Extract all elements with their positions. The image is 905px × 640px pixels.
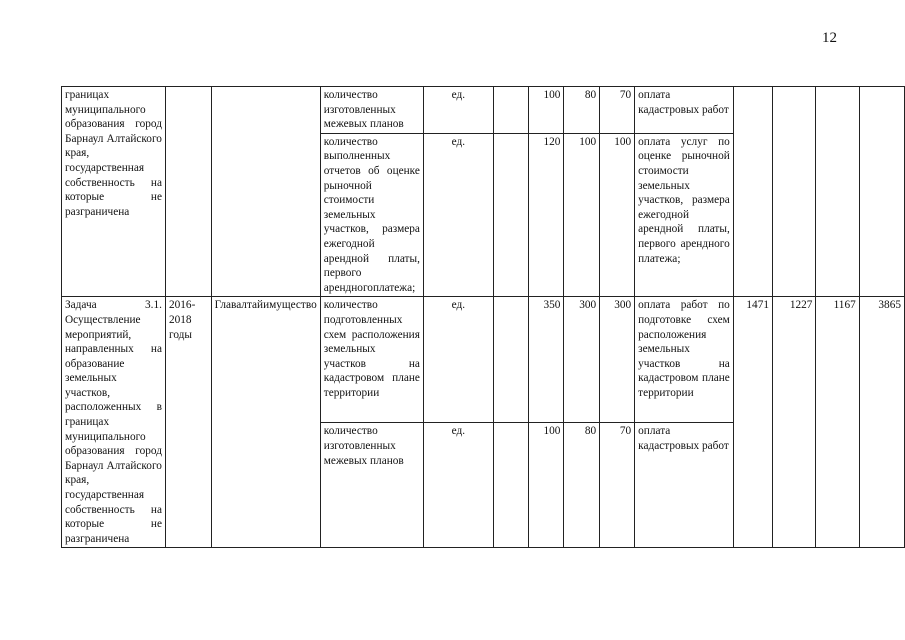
indicator-name-cell: количество выполненных отчетов об оценке рыночной стоимости земельных участков, размера ежегодной арендной платы, первого арендногоплатежа; <box>320 133 423 297</box>
table-row <box>62 87 905 134</box>
period-cell: 2016-2018 годы <box>165 297 211 548</box>
funding-cell: оплата кадастровых работ <box>635 87 734 134</box>
total-cell: 1227 <box>772 297 815 548</box>
value-2018-cell: 70 <box>600 87 635 134</box>
funding-cell: оплата работ по подготовке схем расположения земельных участков на кадастровом плане территории <box>635 297 734 423</box>
value-2018-cell: 300 <box>600 297 635 423</box>
base-value-cell <box>493 87 528 134</box>
total-cell: 1167 <box>816 297 859 548</box>
indicator-name-cell: количество подготовленных схем расположения земельных участков на кадастровом плане территории <box>320 297 423 423</box>
value-2016-cell: 100 <box>528 423 564 548</box>
value-2016-cell: 100 <box>528 87 564 134</box>
value-2017-cell: 100 <box>564 133 600 297</box>
value-2017-cell: 80 <box>564 87 600 134</box>
total-cell <box>772 87 815 297</box>
unit-cell: ед. <box>423 423 493 548</box>
executor-cell: Главалтайимущество <box>211 297 320 548</box>
value-2016-cell: 350 <box>528 297 564 423</box>
executor-cell <box>211 87 320 297</box>
base-value-cell <box>493 423 528 548</box>
program-table <box>61 86 905 548</box>
total-cell <box>816 87 859 297</box>
indicator-name-cell: количество изготовленных межевых планов <box>320 423 423 548</box>
value-2016-cell: 120 <box>528 133 564 297</box>
base-value-cell <box>493 133 528 297</box>
total-cell <box>859 87 904 297</box>
value-2017-cell: 300 <box>564 297 600 423</box>
page-number: 12 <box>822 30 837 46</box>
funding-cell: оплата услуг по оценке рыночной стоимости земельных участков, размера ежегодной арендной платы, первого арендного платежа; <box>635 133 734 297</box>
table-row <box>62 297 905 423</box>
unit-cell: ед. <box>423 297 493 423</box>
indicator-name-cell: количество изготовленных межевых планов <box>320 87 423 134</box>
base-value-cell <box>493 297 528 423</box>
value-2018-cell: 100 <box>600 133 635 297</box>
task-cell: Задача 3.1. Осуществление мероприятий, направленных на образование земельных участков, расположенных в границах муниципального образования город Барнаул Алтайского края, государственная собственность на которые не разграничена <box>62 297 166 548</box>
value-2017-cell: 80 <box>564 423 600 548</box>
total-cell <box>733 87 772 297</box>
value-2018-cell: 70 <box>600 423 635 548</box>
period-cell <box>165 87 211 297</box>
unit-cell: ед. <box>423 133 493 297</box>
total-cell: 1471 <box>733 297 772 548</box>
goal-cell: границах муниципального образования город Барнаул Алтайского края, государственная собственность на которые не разграничена <box>62 87 166 297</box>
total-cell: 3865 <box>859 297 904 548</box>
funding-cell: оплата кадастровых работ <box>635 423 734 548</box>
unit-cell: ед. <box>423 87 493 134</box>
